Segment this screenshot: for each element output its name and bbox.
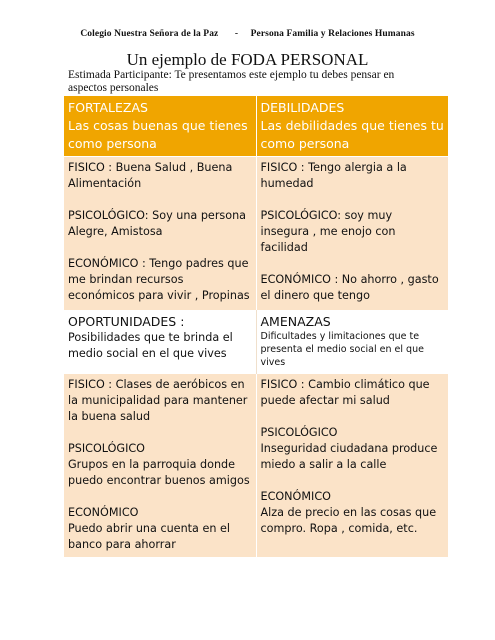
fortalezas-fisico: FISICO : Buena Salud , Buena Alimentación — [68, 161, 233, 190]
oportunidades-header — [64, 310, 256, 374]
amenazas-economico: Alza de precio en las cosas que compro. Ropa , comida, etc. — [260, 506, 437, 535]
oportunidades-cell — [64, 374, 256, 558]
oportunidades-psicologico-label: PSICOLÓGICO — [68, 442, 145, 455]
intro-text: Estimada Participante: Te presentamos este ejemplo tu debes pensar en aspectos personales — [68, 69, 395, 94]
debilidades-economico: ECONÓMICO : No ahorro , gasto el dinero que tengo — [260, 273, 439, 302]
debilidades-fisico: FISICO : Tengo alergia a la humedad — [260, 161, 407, 190]
amenazas-psicologico-label: PSICOLÓGICO — [260, 426, 338, 439]
fortalezas-economico: ECONÓMICO : Tengo padres que me brindan recursos económicos para vivir , Propinas — [68, 257, 250, 302]
fortalezas-heading: FORTALEZAS — [68, 100, 148, 115]
fortalezas-header — [64, 96, 256, 157]
oportunidades-subheading: Posibilidades que te brinda el medio social en el que vives — [68, 331, 233, 360]
amenazas-economico-label: ECONÓMICO — [260, 490, 331, 503]
oportunidades-heading: OPORTUNIDADES : — [68, 314, 185, 329]
debilidades-header — [256, 96, 448, 157]
fortalezas-psicologico: PSICOLÓGICO: Soy una persona Alegre, Amistosa — [68, 209, 247, 238]
table-row — [64, 374, 448, 558]
foda-table — [64, 96, 448, 557]
debilidades-cell — [256, 157, 448, 311]
fortalezas-subheading: Las cosas buenas que tienes como persona — [68, 118, 248, 151]
amenazas-header — [256, 310, 448, 374]
course-name: Persona Familia y Relaciones Humanas — [250, 29, 415, 39]
table-row — [64, 310, 448, 374]
oportunidades-economico: Puedo abrir una cuenta en el banco para ahorrar — [68, 522, 230, 551]
amenazas-cell — [256, 374, 448, 558]
fortalezas-cell — [64, 157, 256, 311]
table-row — [64, 157, 448, 311]
page-title: Un ejemplo de FODA PERSONAL — [126, 50, 369, 69]
amenazas-fisico: FISICO : Cambio climático que puede afectar mi salud — [260, 378, 430, 407]
debilidades-subheading: Las debilidades que tienes tu como persona — [260, 118, 444, 151]
oportunidades-psicologico: Grupos en la parroquia donde puedo encontrar buenos amigos — [68, 458, 250, 487]
page-header — [0, 29, 495, 39]
amenazas-subheading: Dificultades y limitaciones que te presenta el medio social en el que vives — [260, 331, 424, 368]
table-header-row — [64, 96, 448, 157]
debilidades-psicologico: PSICOLÓGICO: soy muy insegura , me enojo con facilidad — [260, 209, 396, 254]
debilidades-heading: DEBILIDADES — [260, 100, 345, 115]
amenazas-psicologico: Inseguridad ciudadana produce miedo a salir a la calle — [260, 442, 438, 471]
header-separator: - — [234, 29, 239, 39]
oportunidades-economico-label: ECONÓMICO — [68, 506, 139, 519]
school-name: Colegio Nuestra Señora de la Paz — [80, 29, 219, 39]
amenazas-heading: AMENAZAS — [260, 314, 331, 329]
oportunidades-fisico: FISICO : Clases de aeróbicos en la municipalidad para mantener la buena salud — [68, 378, 248, 423]
